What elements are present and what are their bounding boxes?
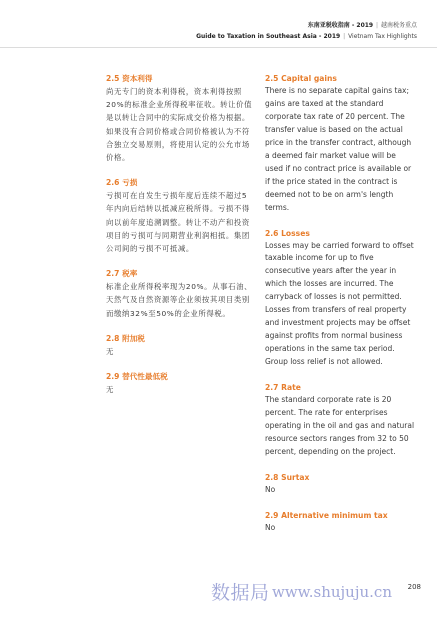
header-separator: | (343, 33, 346, 40)
section-heading: 2.7 Rate (265, 383, 301, 393)
section-amt-en (265, 510, 415, 535)
section-body: 标准企业所得税率现为20%。从事石油、天然气及自然资源等企业须按其项目类别而缴纳32%至50%的企业所得税。 (106, 282, 253, 318)
section-capital-gains-en (265, 73, 415, 215)
section-heading: 2.6 Losses (265, 228, 310, 238)
section-body: No (265, 522, 276, 532)
page-number: 208 (407, 583, 421, 591)
section-surtax-en (265, 472, 415, 497)
section-heading: 2.9 Alternative minimum tax (265, 510, 388, 520)
watermark-url: www.shujuju.cn (272, 583, 392, 601)
section-rate-zh (106, 268, 254, 320)
section-body: 尚无专门的资本利得税，资本利得按照20%的标准企业所得税率征收。转让价值是以转让合同中的实际成交价格为根据。如果没有合同价格或合同价格被认为不符合独立交易原则，将使用认定的公允市场价格。 (106, 87, 253, 163)
english-column (265, 73, 415, 548)
section-body: Losses may be carried forward to offset taxable income for up to five consecutive years after the year in which the losses are incurred. The carryback of losses is not permitted. Losses from transfers of real property and investment projects may be offset against profits from normal business operations in the same tax period. Group loss relief is not allowed. (265, 240, 414, 367)
section-body: The standard corporate rate is 20 percent. The rate for enterprises operating in the oil and gas and natural resource sectors ranges from 32 to 50 percent, depending on the project. (265, 395, 415, 456)
section-heading: 2.8 Surtax (265, 472, 310, 482)
section-body: There is no separate capital gains tax; gains are taxed at the standard corporate tax rate of 20 percent. The transfer value is based on the actual price in the transfer contract, although a deemed fair market value will be used if no contract price is available or if the price stated in the contract is deemed not to be on arm's length terms. (265, 86, 412, 212)
section-amt-zh (106, 371, 254, 396)
header-divider (0, 47, 437, 48)
header-line-zh (196, 20, 417, 31)
section-rate-en (265, 382, 415, 459)
section-losses-en (265, 228, 415, 370)
section-heading: 2.9 替代性最低税 (106, 372, 168, 382)
section-heading: 2.5 Capital gains (265, 74, 337, 83)
section-body: 亏损可在自发生亏损年度后连续不超过5年内向后结转以抵减应税所得。亏损不得向以前年度追溯调整。转让不动产和投资项目的亏损可与同期营业利润相抵。集团公司间的亏损不可抵减。 (106, 191, 250, 254)
watermark-text: 数据局 (211, 582, 270, 604)
chinese-column (106, 73, 254, 409)
header-subtitle-zh: 越南税务重点 (380, 22, 417, 29)
header-line-en (196, 31, 417, 42)
section-body: No (265, 484, 276, 494)
section-surtax-zh (106, 333, 254, 358)
section-heading: 2.8 附加税 (106, 333, 145, 343)
section-heading: 2.5 资本利得 (106, 74, 153, 83)
section-body: 无 (106, 385, 114, 395)
page-header (196, 20, 417, 42)
section-heading: 2.7 税率 (106, 269, 138, 279)
section-losses-zh (106, 177, 254, 255)
section-capital-gains-zh (106, 73, 254, 164)
section-body: 无 (106, 346, 114, 356)
header-subtitle-en: Vietnam Tax Highlights (348, 33, 417, 40)
header-title-zh: 东南亚税收指南 - 2019 (307, 22, 374, 29)
header-separator: | (376, 22, 379, 29)
header-title-en: Guide to Taxation in Southeast Asia - 2019 (196, 33, 341, 40)
section-heading: 2.6 亏损 (106, 178, 138, 188)
